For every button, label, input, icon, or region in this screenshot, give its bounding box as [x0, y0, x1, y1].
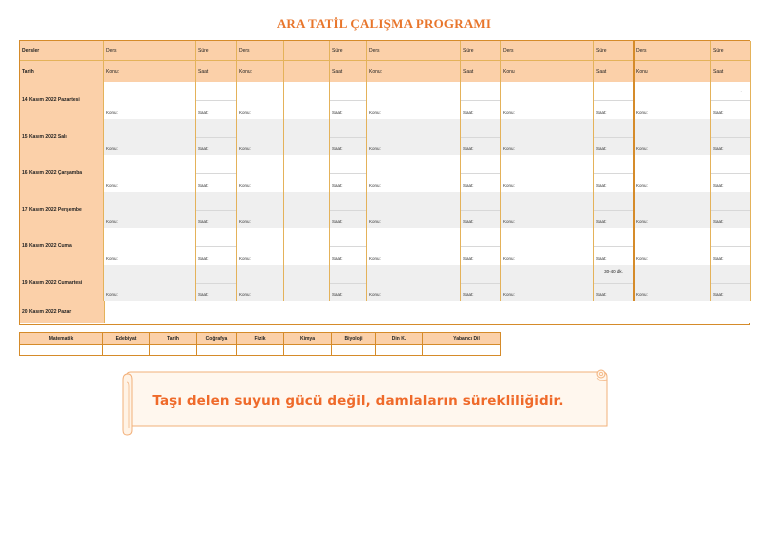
subject-header: Fizik: [237, 333, 284, 344]
duration-input[interactable]: [461, 155, 500, 174]
saat-label: Saat:: [713, 219, 724, 224]
konu-label: Konu:: [503, 109, 515, 115]
konu-label: Konu:: [106, 219, 118, 224]
konu-label: Konu:: [106, 292, 118, 297]
header-cell[interactable]: [284, 61, 330, 82]
saat-cell[interactable]: [330, 265, 367, 302]
sunday-free-area[interactable]: [104, 301, 751, 323]
duration-input[interactable]: [330, 265, 366, 284]
konu-cell[interactable]: [284, 82, 330, 119]
duration-input[interactable]: [461, 192, 500, 211]
saat-cell[interactable]: [461, 82, 501, 119]
header-cell[interactable]: [284, 41, 330, 61]
konu-cell[interactable]: [104, 228, 196, 265]
saat-label: Saat:: [596, 146, 607, 151]
saat-label: Saat:: [713, 109, 724, 115]
saat-cell[interactable]: [330, 228, 367, 265]
header-cell[interactable]: [104, 41, 196, 61]
konu-label: Konu:: [369, 219, 381, 224]
saat-cell[interactable]: [330, 119, 367, 156]
konu-label: Konu:: [106, 255, 118, 261]
konu-cell[interactable]: [104, 82, 196, 119]
header-cell[interactable]: [501, 41, 594, 61]
saat-cell[interactable]: [330, 192, 367, 229]
header-cell[interactable]: [237, 41, 284, 61]
konu-label: Konu:: [503, 146, 515, 151]
konu-cell[interactable]: [104, 119, 196, 156]
day-row: [20, 192, 749, 230]
konu-cell[interactable]: [367, 82, 461, 119]
day-label: 20 Kasım 2022 Pazar: [20, 301, 104, 323]
saat-label: Saat:: [463, 182, 474, 188]
konu-label: Konu:: [239, 182, 251, 188]
saat-cell[interactable]: [594, 82, 634, 119]
saat-label: Saat:: [596, 182, 607, 188]
konu-label: Konu:: [369, 109, 381, 115]
saat-cell[interactable]: [711, 192, 751, 229]
header-cell[interactable]: [594, 61, 634, 82]
day-label: 16 Kasım 2022 Çarşamba: [20, 155, 104, 192]
konu-cell[interactable]: [634, 228, 711, 265]
header-cell[interactable]: [367, 61, 461, 82]
duration-input[interactable]: [196, 192, 236, 211]
header-saat-label: Saat: [332, 68, 343, 75]
saat-cell[interactable]: [196, 228, 237, 265]
header-cell[interactable]: [501, 61, 594, 82]
saat-label: Saat:: [596, 109, 607, 115]
saat-label: Saat:: [463, 109, 474, 115]
saat-label: Saat:: [463, 219, 474, 224]
konu-label: Konu:: [239, 219, 251, 224]
konu-cell[interactable]: [634, 119, 711, 156]
saat-cell[interactable]: [196, 155, 237, 192]
day-label: 18 Kasım 2022 Cuma: [20, 228, 104, 265]
saat-label: Saat:: [332, 182, 343, 188]
header-ders-label: Ders: [239, 47, 250, 54]
header-cell[interactable]: [711, 41, 751, 61]
header-saat-label: Saat: [463, 68, 474, 75]
subjects-input-row: [20, 344, 500, 355]
header-cell: [20, 61, 104, 82]
duration-input[interactable]: [711, 265, 750, 284]
saat-cell[interactable]: [461, 228, 501, 265]
saat-cell[interactable]: [461, 119, 501, 156]
duration-input[interactable]: [594, 82, 633, 101]
konu-label: Konu:: [239, 146, 251, 151]
subject-input-cell[interactable]: [332, 344, 376, 355]
saat-label: Saat:: [198, 292, 209, 297]
saat-cell[interactable]: [196, 265, 237, 302]
saat-cell[interactable]: [711, 119, 751, 156]
day-label: 17 Kasım 2022 Perşembe: [20, 192, 104, 229]
konu-label: Konu:: [636, 109, 648, 115]
header-sure-label: Süre: [463, 47, 474, 54]
header-cell[interactable]: [196, 41, 237, 61]
header-saat-label: Saat: [713, 68, 724, 75]
quote-banner: [118, 368, 610, 436]
duration-input[interactable]: [711, 192, 750, 211]
konu-label: Konu:: [369, 292, 381, 297]
corner-mark: -: [740, 88, 742, 93]
saat-label: Saat:: [332, 292, 343, 297]
saat-cell[interactable]: [594, 265, 634, 302]
konu-label: Konu:: [636, 146, 648, 151]
konu-cell[interactable]: [634, 155, 711, 192]
konu-cell[interactable]: [237, 119, 284, 156]
saat-cell[interactable]: [594, 192, 634, 229]
saat-cell[interactable]: [461, 265, 501, 302]
duration-input[interactable]: [711, 155, 750, 174]
konu-cell[interactable]: [367, 265, 461, 302]
saat-label: Saat:: [713, 292, 724, 297]
subject-input-cell[interactable]: [284, 344, 332, 355]
header-cell[interactable]: [104, 61, 196, 82]
subject-header: Matematik: [20, 333, 103, 344]
duration-input[interactable]: [330, 119, 366, 138]
saat-label: Saat:: [713, 146, 724, 151]
duration-input[interactable]: [711, 228, 750, 247]
duration-input[interactable]: [330, 82, 366, 101]
konu-cell[interactable]: [284, 155, 330, 192]
saat-cell[interactable]: [196, 82, 237, 119]
subject-header: Biyoloji: [332, 333, 376, 344]
saat-label: Saat:: [332, 255, 343, 261]
konu-label: Konu:: [239, 292, 251, 297]
subject-input-cell[interactable]: [376, 344, 423, 355]
konu-cell[interactable]: [284, 228, 330, 265]
konu-label: Konu:: [636, 219, 648, 224]
konu-cell[interactable]: [501, 265, 594, 302]
saat-cell[interactable]: [594, 119, 634, 156]
column-divider: [633, 41, 635, 301]
konu-cell[interactable]: [284, 265, 330, 302]
duration-input[interactable]: [330, 228, 366, 247]
konu-label: Konu:: [636, 292, 648, 297]
subject-header: Din K.: [376, 333, 423, 344]
header-cell[interactable]: [634, 41, 711, 61]
konu-label: Konu:: [369, 255, 381, 261]
konu-cell[interactable]: [104, 192, 196, 229]
saat-label: Saat:: [332, 219, 343, 224]
header-cell[interactable]: [330, 61, 367, 82]
saat-cell[interactable]: [461, 192, 501, 229]
header-saat-label: Saat: [596, 68, 607, 75]
konu-label: Konu:: [503, 255, 515, 261]
header-konu-label: Konu:: [106, 68, 120, 75]
konu-cell[interactable]: [501, 82, 594, 119]
subject-header: Kimya: [284, 333, 332, 344]
header-sure-label: Süre: [332, 47, 343, 54]
header-sure-label: Süre: [596, 47, 607, 54]
day-label: 14 Kasım 2022 Pazartesi: [20, 82, 104, 119]
saat-cell[interactable]: [711, 155, 751, 192]
header-ders-label: Ders: [636, 47, 647, 54]
subject-input-cell[interactable]: [197, 344, 237, 355]
saat-cell[interactable]: [594, 228, 634, 265]
header-konu-label: Konu:: [369, 68, 383, 75]
konu-cell[interactable]: [104, 155, 196, 192]
header-sure-label: Süre: [198, 47, 209, 54]
duration-input[interactable]: [196, 119, 236, 138]
duration-note: 30-40 dk.: [604, 268, 623, 274]
subject-input-cell[interactable]: [423, 344, 510, 355]
duration-input[interactable]: [461, 228, 500, 247]
saat-label: Saat:: [198, 255, 209, 261]
subject-header: Coğrafya: [197, 333, 237, 344]
duration-input[interactable]: [330, 155, 366, 174]
day-row: [20, 301, 749, 323]
day-row: [20, 265, 749, 303]
duration-input[interactable]: [594, 228, 633, 247]
header-label-dersler: Dersler: [22, 47, 40, 54]
duration-input[interactable]: [461, 265, 500, 284]
day-row: [20, 119, 749, 157]
konu-label: Konu:: [106, 109, 118, 115]
day-label: 19 Kasım 2022 Cumartesi: [20, 265, 104, 302]
saat-cell[interactable]: [461, 155, 501, 192]
header-row-subjects: [20, 41, 749, 61]
konu-cell[interactable]: [237, 192, 284, 229]
header-label-tarih: Tarih: [22, 68, 34, 75]
saat-label: Saat:: [596, 292, 607, 297]
header-cell: [20, 41, 104, 61]
konu-cell[interactable]: [237, 82, 284, 119]
konu-cell[interactable]: [501, 119, 594, 156]
header-cell[interactable]: [461, 41, 501, 61]
konu-cell[interactable]: [634, 265, 711, 302]
konu-label: Konu:: [503, 182, 515, 188]
duration-input[interactable]: [196, 265, 236, 284]
konu-label: Konu:: [636, 182, 648, 188]
konu-cell[interactable]: [104, 265, 196, 302]
header-cell[interactable]: [367, 41, 461, 61]
duration-input[interactable]: [196, 228, 236, 247]
saat-label: Saat:: [713, 255, 724, 261]
header-ders-label: Ders: [369, 47, 380, 54]
duration-input[interactable]: [594, 155, 633, 174]
day-label: 15 Kasım 2022 Salı: [20, 119, 104, 156]
saat-label: Saat:: [463, 255, 474, 261]
day-row: [20, 155, 749, 193]
duration-input[interactable]: [711, 82, 750, 101]
header-cell[interactable]: [461, 61, 501, 82]
konu-cell[interactable]: [237, 265, 284, 302]
konu-cell[interactable]: [367, 228, 461, 265]
duration-input[interactable]: [330, 192, 366, 211]
konu-cell[interactable]: [367, 155, 461, 192]
header-konu-label: Konu:: [239, 68, 253, 75]
header-ders-label: Ders: [503, 47, 514, 54]
study-schedule-table: [19, 40, 750, 325]
day-row: [20, 228, 749, 266]
saat-label: Saat:: [596, 255, 607, 261]
duration-input[interactable]: [594, 265, 633, 284]
saat-label: Saat:: [332, 146, 343, 151]
header-cell[interactable]: [634, 61, 711, 82]
konu-cell[interactable]: [501, 192, 594, 229]
saat-label: Saat:: [596, 219, 607, 224]
header-cell[interactable]: [196, 61, 237, 82]
saat-cell[interactable]: [711, 265, 751, 302]
saat-cell[interactable]: [711, 228, 751, 265]
page-title: ARA TATİL ÇALIŞMA PROGRAMI: [276, 16, 492, 31]
duration-input[interactable]: [196, 155, 236, 174]
saat-label: Saat:: [463, 146, 474, 151]
konu-cell[interactable]: [634, 82, 711, 119]
saat-label: Saat:: [713, 182, 724, 188]
konu-label: Konu:: [239, 109, 251, 115]
konu-label: Konu:: [369, 182, 381, 188]
saat-cell[interactable]: [330, 155, 367, 192]
subject-input-cell[interactable]: [20, 344, 103, 355]
subject-header: Tarih: [150, 333, 197, 344]
header-saat-label: Saat: [198, 68, 209, 75]
header-row-dates: [20, 61, 749, 83]
saat-cell[interactable]: [196, 192, 237, 229]
saat-label: Saat:: [463, 292, 474, 297]
motivational-quote: Taşı delen suyun gücü değil, damlaların sürekliliğidir.: [152, 393, 564, 409]
konu-cell[interactable]: [284, 119, 330, 156]
header-cell[interactable]: [594, 41, 634, 61]
header-cell[interactable]: [237, 61, 284, 82]
duration-input[interactable]: [461, 82, 500, 101]
konu-label: Konu:: [369, 146, 381, 151]
day-row: [20, 82, 749, 120]
header-konu-label: Konu: [636, 68, 648, 75]
saat-cell[interactable]: [594, 155, 634, 192]
header-sure-label: Süre: [713, 47, 724, 54]
saat-label: Saat:: [198, 109, 209, 115]
subject-input-cell[interactable]: [103, 344, 150, 355]
konu-label: Konu:: [636, 255, 648, 261]
subject-header: Edebiyat: [103, 333, 150, 344]
header-konu-label: Konu: [503, 68, 515, 75]
konu-label: Konu:: [239, 255, 251, 261]
header-cell[interactable]: [711, 61, 751, 82]
konu-cell[interactable]: [501, 228, 594, 265]
subject-header: Yabancı Dil: [453, 335, 480, 342]
konu-cell[interactable]: [237, 155, 284, 192]
konu-cell[interactable]: [367, 119, 461, 156]
konu-cell[interactable]: [367, 192, 461, 229]
konu-label: Konu:: [503, 292, 515, 297]
duration-input[interactable]: [594, 119, 633, 138]
konu-cell[interactable]: [284, 192, 330, 229]
konu-cell[interactable]: [237, 228, 284, 265]
konu-label: Konu:: [106, 182, 118, 188]
header-cell[interactable]: [330, 41, 367, 61]
konu-cell[interactable]: [634, 192, 711, 229]
saat-label: Saat:: [198, 219, 209, 224]
saat-cell[interactable]: [330, 82, 367, 119]
duration-input[interactable]: [594, 192, 633, 211]
konu-label: Konu:: [106, 146, 118, 151]
saat-cell[interactable]: [196, 119, 237, 156]
subjects-table: [19, 332, 501, 356]
saat-label: Saat:: [198, 146, 209, 151]
duration-input[interactable]: [196, 82, 236, 101]
duration-input[interactable]: [711, 119, 750, 138]
header-ders-label: Ders: [106, 47, 117, 54]
konu-label: Konu:: [503, 219, 515, 224]
saat-label: Saat:: [332, 109, 343, 115]
saat-label: Saat:: [198, 182, 209, 188]
subject-input-cell[interactable]: [237, 344, 284, 355]
duration-input[interactable]: [461, 119, 500, 138]
konu-cell[interactable]: [501, 155, 594, 192]
subject-input-cell[interactable]: [150, 344, 197, 355]
saat-cell[interactable]: [711, 82, 751, 119]
